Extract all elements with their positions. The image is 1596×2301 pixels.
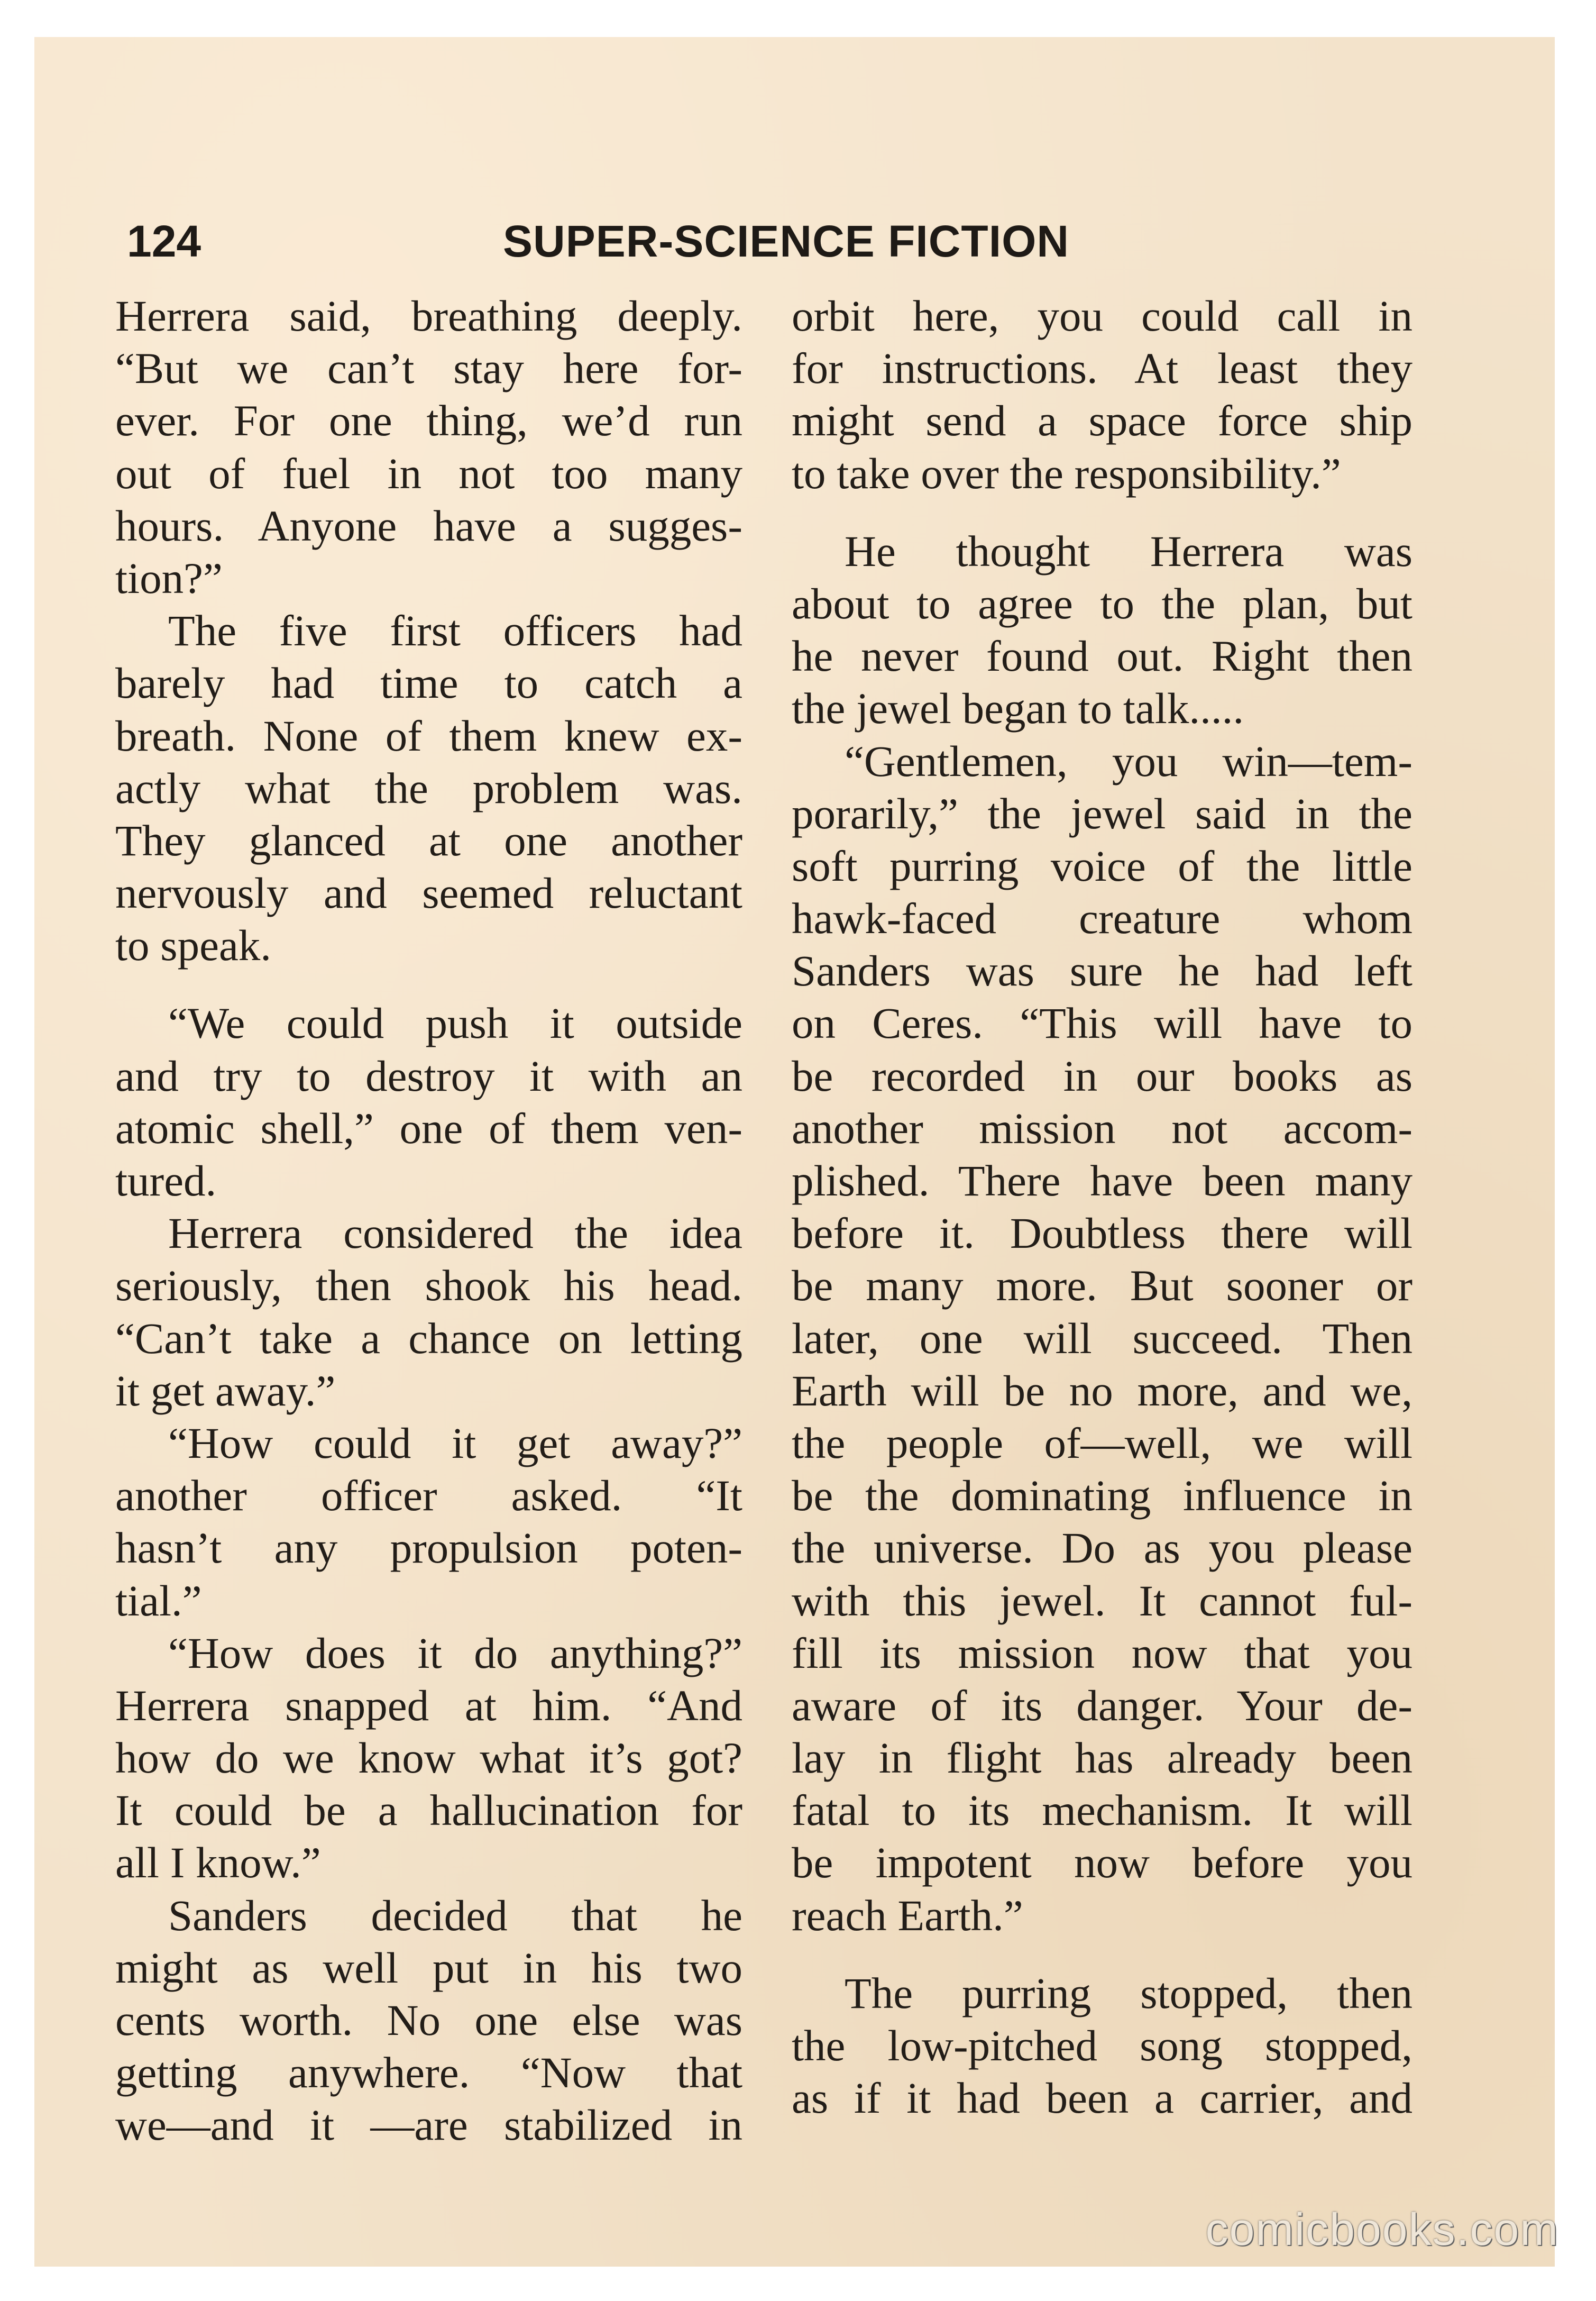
text-line: be many more. But sooner or — [792, 1261, 1412, 1310]
text-line: for instructions. At least they — [792, 344, 1412, 393]
text-line: barely had time to catch a — [115, 659, 742, 708]
text-line: The purring stopped, then — [845, 1968, 1412, 2017]
text-line: it get away.” — [115, 1366, 336, 1415]
text-line: another officer asked. “It — [115, 1471, 742, 1520]
text-line: the low-pitched song stopped, — [792, 2021, 1412, 2070]
left-column — [115, 290, 742, 2152]
text-line: fatal to its mechanism. It will — [792, 1786, 1412, 1835]
right-column — [792, 290, 1412, 2124]
paragraph-gap — [792, 500, 1412, 525]
text-line: “How could it get away?” — [168, 1418, 742, 1467]
text-line: atomic shell,” one of them ven- — [115, 1103, 742, 1153]
text-line: “Can’t take a chance on letting — [115, 1313, 742, 1363]
text-line: be the dominating influence in — [792, 1471, 1412, 1520]
text-line: be impotent now before you — [792, 1838, 1412, 1887]
text-line: with this jewel. It cannot ful- — [792, 1576, 1412, 1625]
text-line: actly what the problem was. — [115, 763, 742, 812]
text-line: Earth will be no more, and we, — [792, 1366, 1412, 1415]
text-line: “How does it do anything?” — [168, 1628, 742, 1677]
text-line: fill its mission now that you — [792, 1628, 1412, 1677]
text-line: lay in flight has already been — [792, 1733, 1412, 1783]
text-line: hawk-faced creature whom — [792, 894, 1412, 943]
text-line: Sanders decided that he — [168, 1891, 742, 1940]
text-line: as if it had been a carrier, and — [792, 2074, 1412, 2123]
text-line: how do we know what it’s got? — [115, 1733, 742, 1783]
text-line: Sanders was sure he had left — [792, 946, 1412, 996]
text-line: tion?” — [115, 553, 223, 602]
text-line: all I know.” — [115, 1838, 321, 1887]
text-line: tial.” — [115, 1576, 202, 1625]
text-line: nervously and seemed reluctant — [115, 869, 742, 918]
text-line: about to agree to the plan, but — [792, 579, 1412, 628]
page-header — [127, 216, 1070, 274]
watermark: comicbooks.com — [1205, 2204, 1559, 2255]
text-line: might as well put in his two — [115, 1943, 742, 1992]
text-line: might send a space force ship — [792, 396, 1412, 445]
text-line: to take over the responsibility.” — [792, 449, 1341, 498]
text-line: hasn’t any propulsion poten- — [115, 1523, 742, 1573]
text-line: Herrera considered the idea — [168, 1209, 742, 1258]
text-line: later, one will succeed. Then — [792, 1313, 1412, 1363]
paragraph-gap — [792, 1942, 1412, 1967]
page-number: 124 — [127, 216, 201, 266]
text-line: out of fuel in not too many — [115, 449, 742, 498]
text-line: soft purring voice of the little — [792, 841, 1412, 890]
text-line: They glanced at one another — [115, 816, 742, 865]
text-line: be recorded in our books as — [792, 1051, 1412, 1100]
text-line: cents worth. No one else was — [115, 1996, 742, 2044]
text-line: “Gentlemen, you win—tem- — [845, 736, 1412, 786]
text-line: reach Earth.” — [792, 1891, 1023, 1940]
text-line: before it. Doubtless there will — [792, 1209, 1412, 1258]
text-line: plished. There have been many — [792, 1156, 1412, 1205]
text-line: tured. — [115, 1156, 217, 1205]
text-line: to speak. — [115, 921, 272, 970]
text-line: aware of its danger. Your de- — [792, 1681, 1412, 1730]
text-line: seriously, then shook his head. — [115, 1261, 742, 1310]
text-line: the jewel began to talk..... — [792, 684, 1244, 733]
text-line: Herrera said, breathing deeply. — [115, 291, 742, 340]
text-line: on Ceres. “This will have to — [792, 999, 1412, 1048]
text-line: the people of—well, we will — [792, 1418, 1412, 1467]
paragraph-gap — [115, 972, 742, 997]
text-line: another mission not accom- — [792, 1103, 1412, 1153]
text-line: we—and it —are stabilized in — [115, 2101, 742, 2150]
text-line: The five first officers had — [168, 606, 742, 655]
text-line: and try to destroy it with an — [115, 1051, 742, 1100]
text-line: orbit here, you could call in — [792, 291, 1412, 340]
text-line: He thought Herrera was — [845, 526, 1412, 576]
text-line: breath. None of them knew ex- — [115, 711, 742, 760]
text-line: Herrera snapped at him. “And — [115, 1681, 742, 1730]
text-line: the universe. Do as you please — [792, 1523, 1412, 1573]
text-line: hours. Anyone have a sugges- — [115, 501, 742, 550]
running-title: SUPER-SCIENCE FICTION — [503, 216, 1070, 266]
text-line: porarily,” the jewel said in the — [792, 789, 1412, 838]
text-line: “But we can’t stay here for- — [115, 344, 742, 393]
text-line: he never found out. Right then — [792, 632, 1412, 681]
text-line: ever. For one thing, we’d run — [115, 396, 742, 445]
text-line: “We could push it outside — [168, 999, 742, 1048]
text-line: It could be a hallucination for — [115, 1786, 742, 1835]
text-line: getting anywhere. “Now that — [115, 2048, 742, 2097]
